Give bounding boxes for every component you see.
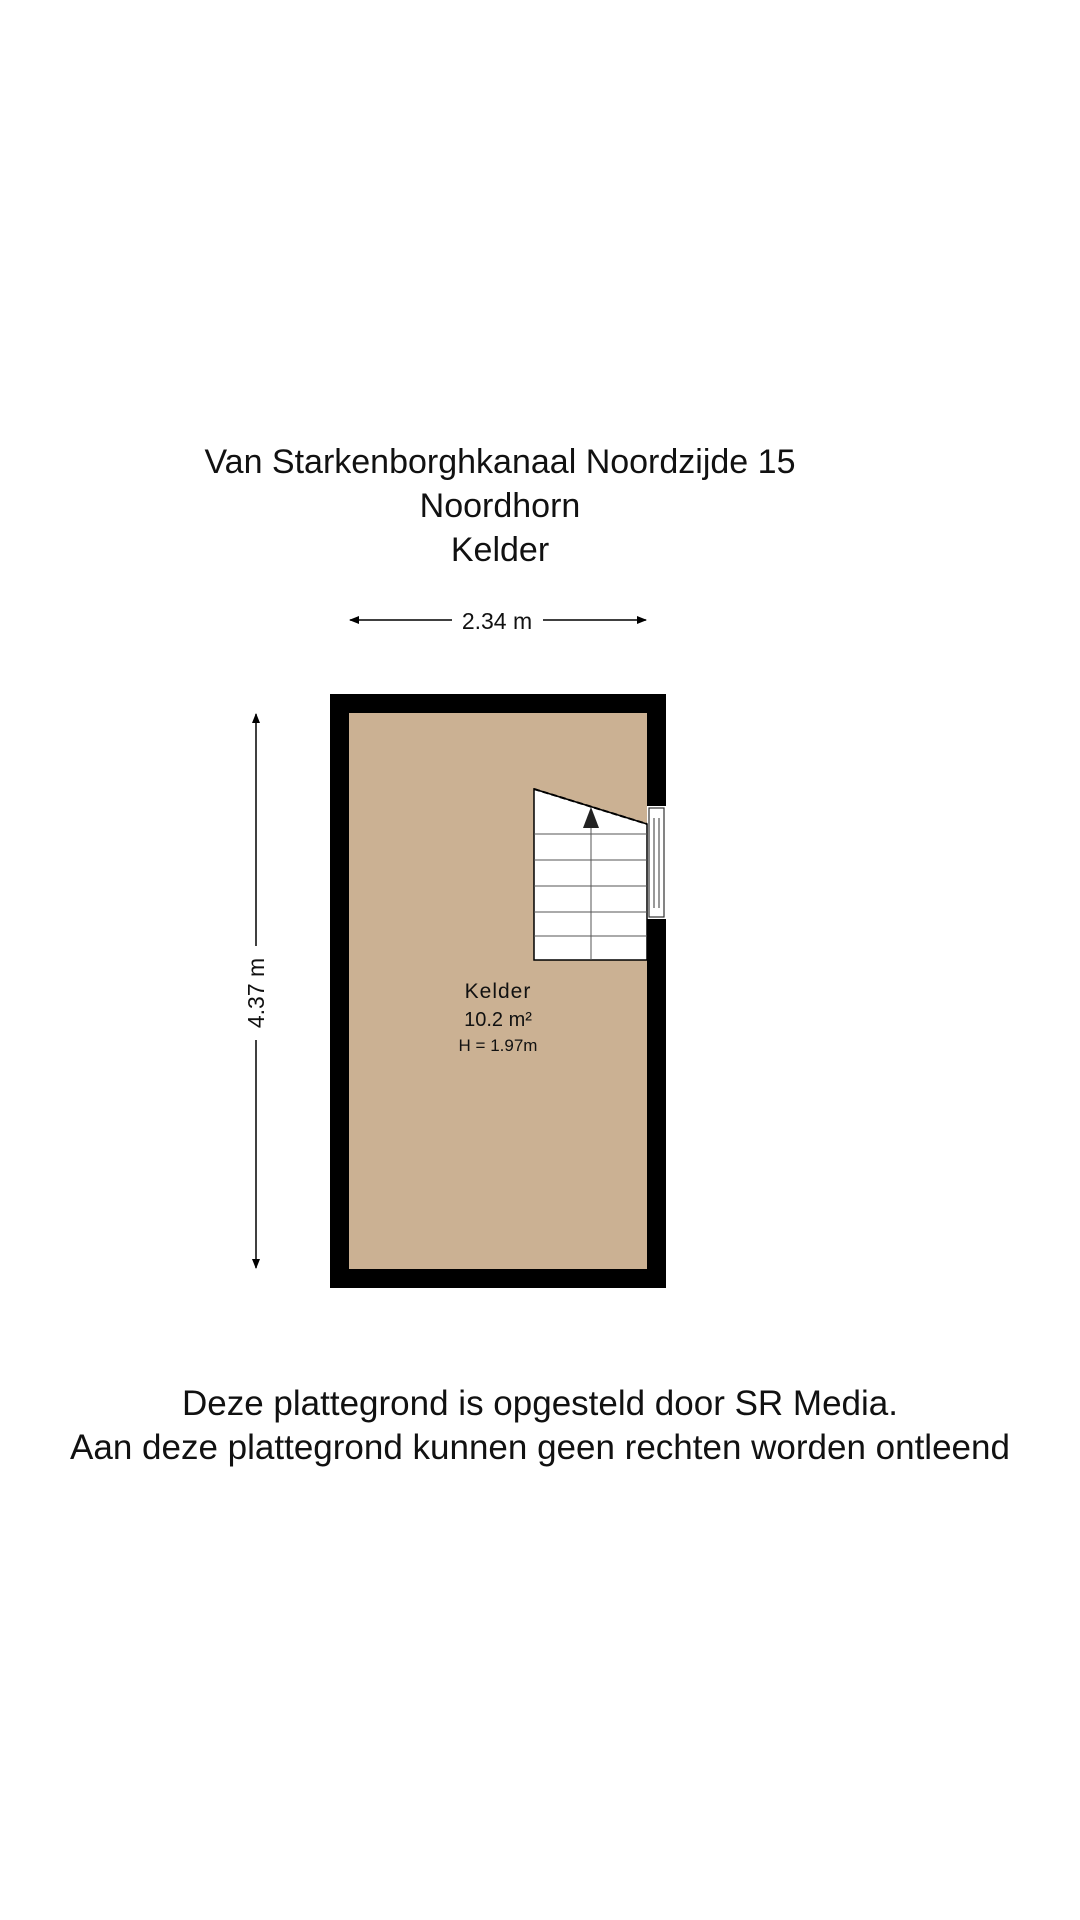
disclaimer-line-1: Deze plattegrond is opgesteld door SR Media. <box>182 1384 898 1423</box>
width-dimension-label: 2.34 m <box>461 608 533 634</box>
floor-line: Kelder <box>450 531 550 569</box>
room-name: Kelder <box>464 980 532 1003</box>
height-dimension-label: 4.37 m <box>243 957 269 1029</box>
disclaimer-line-2: Aan deze plattegrond kunnen geen rechten worden ontleend <box>70 1428 1010 1467</box>
height-dimension <box>243 714 269 1268</box>
room-area: 10.2 m² <box>464 1009 532 1031</box>
city-line: Noordhorn <box>419 487 581 525</box>
window <box>647 806 666 919</box>
disclaimer <box>0 1382 1080 1470</box>
window-opening <box>647 806 666 919</box>
room-ceiling-height: H = 1.97m <box>458 1036 538 1055</box>
address-line: Van Starkenborghkanaal Noordzijde 15 <box>204 443 796 481</box>
width-dimension <box>350 608 646 634</box>
